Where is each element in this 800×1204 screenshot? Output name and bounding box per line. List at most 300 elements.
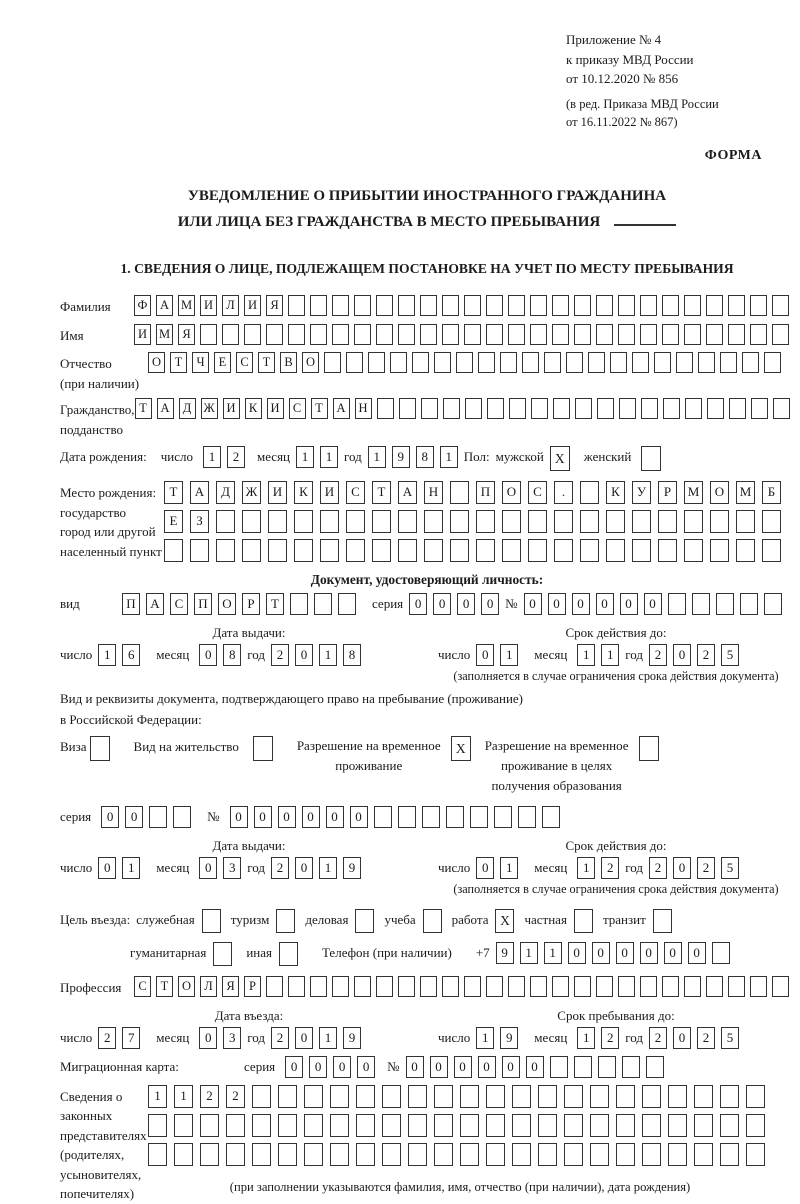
char-cell[interactable] xyxy=(376,295,393,316)
char-cell[interactable] xyxy=(478,352,495,373)
char-cell[interactable] xyxy=(772,324,789,345)
char-cell[interactable]: 1 xyxy=(577,644,595,666)
expiry-day-cells[interactable] xyxy=(476,644,524,666)
char-cell[interactable]: О xyxy=(148,352,165,373)
char-cell[interactable]: 0 xyxy=(457,593,475,615)
char-cell[interactable]: 0 xyxy=(596,593,614,615)
char-cell[interactable] xyxy=(368,352,385,373)
char-cell[interactable] xyxy=(564,1114,583,1137)
char-cell[interactable] xyxy=(434,1085,453,1108)
char-cell[interactable]: П xyxy=(476,481,495,504)
char-cell[interactable]: С xyxy=(346,481,365,504)
char-cell[interactable] xyxy=(346,539,365,562)
char-cell[interactable] xyxy=(443,398,460,419)
char-cell[interactable]: 2 xyxy=(649,644,667,666)
char-cell[interactable]: 0 xyxy=(295,644,313,666)
char-cell[interactable]: Ж xyxy=(201,398,218,419)
char-cell[interactable]: О xyxy=(178,976,195,997)
char-cell[interactable] xyxy=(200,1114,219,1137)
char-cell[interactable] xyxy=(746,1114,765,1137)
char-cell[interactable]: 5 xyxy=(721,1027,739,1049)
char-cell[interactable]: З xyxy=(190,510,209,533)
birth-place-cells-row3[interactable] xyxy=(164,539,788,562)
entry-month-cells[interactable] xyxy=(199,1027,247,1049)
char-cell[interactable]: 0 xyxy=(478,1056,496,1078)
char-cell[interactable] xyxy=(382,1143,401,1166)
char-cell[interactable] xyxy=(226,1114,245,1137)
char-cell[interactable] xyxy=(442,295,459,316)
legal-cells-row1[interactable] xyxy=(148,1085,772,1108)
char-cell[interactable] xyxy=(332,976,349,997)
char-cell[interactable]: Л xyxy=(200,976,217,997)
char-cell[interactable]: И xyxy=(244,295,261,316)
char-cell[interactable]: 0 xyxy=(199,1027,217,1049)
char-cell[interactable] xyxy=(542,806,560,828)
char-cell[interactable]: 0 xyxy=(476,857,494,879)
char-cell[interactable] xyxy=(706,324,723,345)
char-cell[interactable] xyxy=(398,976,415,997)
char-cell[interactable]: 1 xyxy=(476,1027,494,1049)
char-cell[interactable] xyxy=(508,295,525,316)
surname-cells[interactable] xyxy=(134,295,794,316)
char-cell[interactable] xyxy=(420,324,437,345)
char-cell[interactable]: Б xyxy=(762,481,781,504)
char-cell[interactable] xyxy=(354,324,371,345)
char-cell[interactable]: 1 xyxy=(319,644,337,666)
char-cell[interactable] xyxy=(528,539,547,562)
char-cell[interactable] xyxy=(720,1143,739,1166)
char-cell[interactable]: 1 xyxy=(174,1085,193,1108)
char-cell[interactable]: 0 xyxy=(101,806,119,828)
char-cell[interactable] xyxy=(354,976,371,997)
expiry-year-cells[interactable] xyxy=(649,857,745,879)
char-cell[interactable]: 5 xyxy=(721,644,739,666)
char-cell[interactable] xyxy=(304,1085,323,1108)
char-cell[interactable] xyxy=(728,976,745,997)
expiry-year-cells[interactable] xyxy=(649,644,745,666)
char-cell[interactable]: 2 xyxy=(697,1027,715,1049)
expiry-month-cells[interactable] xyxy=(577,857,625,879)
visa-checkbox[interactable] xyxy=(90,736,110,761)
char-cell[interactable] xyxy=(694,1114,713,1137)
char-cell[interactable] xyxy=(632,539,651,562)
char-cell[interactable] xyxy=(408,1143,427,1166)
char-cell[interactable] xyxy=(372,539,391,562)
char-cell[interactable]: Д xyxy=(216,481,235,504)
char-cell[interactable] xyxy=(618,976,635,997)
char-cell[interactable]: Я xyxy=(222,976,239,997)
char-cell[interactable] xyxy=(616,1114,635,1137)
char-cell[interactable]: М xyxy=(178,295,195,316)
purpose-checkbox-study[interactable] xyxy=(423,909,442,933)
char-cell[interactable] xyxy=(641,398,658,419)
char-cell[interactable] xyxy=(434,352,451,373)
char-cell[interactable]: П xyxy=(194,593,212,615)
char-cell[interactable] xyxy=(390,352,407,373)
char-cell[interactable]: О xyxy=(218,593,236,615)
issue-month-cells[interactable] xyxy=(199,857,247,879)
char-cell[interactable] xyxy=(420,295,437,316)
entry-day-cells[interactable] xyxy=(98,1027,146,1049)
expiry-day-cells[interactable] xyxy=(476,857,524,879)
stay-day-cells[interactable] xyxy=(476,1027,524,1049)
char-cell[interactable] xyxy=(346,510,365,533)
char-cell[interactable]: 1 xyxy=(320,446,338,468)
char-cell[interactable] xyxy=(764,593,782,615)
char-cell[interactable]: 2 xyxy=(697,644,715,666)
char-cell[interactable] xyxy=(530,295,547,316)
char-cell[interactable]: Е xyxy=(214,352,231,373)
char-cell[interactable]: 1 xyxy=(203,446,221,468)
char-cell[interactable]: 0 xyxy=(548,593,566,615)
char-cell[interactable]: А xyxy=(190,481,209,504)
char-cell[interactable] xyxy=(190,539,209,562)
char-cell[interactable]: 0 xyxy=(254,806,272,828)
char-cell[interactable] xyxy=(772,295,789,316)
char-cell[interactable] xyxy=(729,398,746,419)
char-cell[interactable]: 2 xyxy=(649,1027,667,1049)
char-cell[interactable] xyxy=(684,539,703,562)
char-cell[interactable]: А xyxy=(157,398,174,419)
char-cell[interactable]: Р xyxy=(244,976,261,997)
char-cell[interactable] xyxy=(658,510,677,533)
char-cell[interactable] xyxy=(508,976,525,997)
char-cell[interactable] xyxy=(398,324,415,345)
male-checkbox[interactable]: X xyxy=(550,446,570,471)
legal-cells-row3[interactable] xyxy=(148,1143,772,1166)
char-cell[interactable]: Т xyxy=(135,398,152,419)
char-cell[interactable] xyxy=(398,806,416,828)
char-cell[interactable] xyxy=(590,1114,609,1137)
char-cell[interactable] xyxy=(646,1056,664,1078)
char-cell[interactable] xyxy=(764,352,781,373)
char-cell[interactable] xyxy=(434,1114,453,1137)
migration-number-cells[interactable] xyxy=(406,1056,670,1078)
char-cell[interactable] xyxy=(420,976,437,997)
char-cell[interactable] xyxy=(464,295,481,316)
char-cell[interactable] xyxy=(707,398,724,419)
char-cell[interactable] xyxy=(706,976,723,997)
char-cell[interactable] xyxy=(242,539,261,562)
char-cell[interactable] xyxy=(412,352,429,373)
birth-place-cells-row2[interactable] xyxy=(164,510,788,533)
char-cell[interactable] xyxy=(596,295,613,316)
char-cell[interactable]: Т xyxy=(156,976,173,997)
char-cell[interactable] xyxy=(668,1143,687,1166)
residence-number-cells[interactable] xyxy=(230,806,566,828)
char-cell[interactable]: Ч xyxy=(192,352,209,373)
char-cell[interactable] xyxy=(710,539,729,562)
char-cell[interactable] xyxy=(434,1143,453,1166)
edu-permit-checkbox[interactable] xyxy=(639,736,659,761)
char-cell[interactable] xyxy=(692,593,710,615)
char-cell[interactable]: 0 xyxy=(357,1056,375,1078)
char-cell[interactable] xyxy=(500,352,517,373)
char-cell[interactable]: 0 xyxy=(664,942,682,964)
char-cell[interactable]: С xyxy=(236,352,253,373)
char-cell[interactable]: 2 xyxy=(271,1027,289,1049)
char-cell[interactable]: 8 xyxy=(223,644,241,666)
char-cell[interactable] xyxy=(668,1085,687,1108)
char-cell[interactable] xyxy=(668,593,686,615)
char-cell[interactable]: 0 xyxy=(568,942,586,964)
char-cell[interactable]: 0 xyxy=(524,593,542,615)
char-cell[interactable]: . xyxy=(554,481,573,504)
char-cell[interactable]: М xyxy=(156,324,173,345)
char-cell[interactable] xyxy=(356,1085,375,1108)
char-cell[interactable]: С xyxy=(170,593,188,615)
char-cell[interactable] xyxy=(598,1056,616,1078)
char-cell[interactable] xyxy=(486,295,503,316)
char-cell[interactable] xyxy=(632,352,649,373)
char-cell[interactable] xyxy=(662,976,679,997)
char-cell[interactable] xyxy=(382,1114,401,1137)
char-cell[interactable] xyxy=(332,295,349,316)
char-cell[interactable]: 0 xyxy=(616,942,634,964)
char-cell[interactable]: 1 xyxy=(577,1027,595,1049)
char-cell[interactable]: 0 xyxy=(295,1027,313,1049)
char-cell[interactable] xyxy=(288,324,305,345)
char-cell[interactable] xyxy=(530,324,547,345)
char-cell[interactable] xyxy=(460,1085,479,1108)
char-cell[interactable] xyxy=(642,1143,661,1166)
char-cell[interactable] xyxy=(382,1085,401,1108)
char-cell[interactable] xyxy=(278,1143,297,1166)
char-cell[interactable] xyxy=(486,976,503,997)
char-cell[interactable] xyxy=(654,352,671,373)
char-cell[interactable]: Р xyxy=(242,593,260,615)
stay-year-cells[interactable] xyxy=(649,1027,745,1049)
char-cell[interactable]: И xyxy=(134,324,151,345)
char-cell[interactable] xyxy=(538,1114,557,1137)
char-cell[interactable]: 0 xyxy=(350,806,368,828)
char-cell[interactable] xyxy=(294,510,313,533)
char-cell[interactable]: И xyxy=(320,481,339,504)
char-cell[interactable] xyxy=(618,295,635,316)
char-cell[interactable] xyxy=(346,352,363,373)
expiry-month-cells[interactable] xyxy=(577,644,625,666)
purpose-checkbox-commercial[interactable] xyxy=(355,909,374,933)
char-cell[interactable] xyxy=(740,593,758,615)
char-cell[interactable] xyxy=(465,398,482,419)
char-cell[interactable]: 2 xyxy=(697,857,715,879)
char-cell[interactable]: 2 xyxy=(601,1027,619,1049)
char-cell[interactable] xyxy=(464,324,481,345)
char-cell[interactable]: 6 xyxy=(122,644,140,666)
given-name-cells[interactable] xyxy=(134,324,794,345)
char-cell[interactable] xyxy=(424,510,443,533)
purpose-checkbox-business[interactable] xyxy=(202,909,221,933)
char-cell[interactable] xyxy=(728,324,745,345)
char-cell[interactable] xyxy=(530,976,547,997)
char-cell[interactable] xyxy=(487,398,504,419)
char-cell[interactable]: С xyxy=(528,481,547,504)
char-cell[interactable]: 0 xyxy=(302,806,320,828)
char-cell[interactable] xyxy=(446,806,464,828)
char-cell[interactable] xyxy=(304,1143,323,1166)
char-cell[interactable]: 1 xyxy=(122,857,140,879)
char-cell[interactable]: 0 xyxy=(333,1056,351,1078)
char-cell[interactable] xyxy=(720,1085,739,1108)
char-cell[interactable]: 0 xyxy=(125,806,143,828)
char-cell[interactable]: 0 xyxy=(644,593,662,615)
char-cell[interactable]: 0 xyxy=(620,593,638,615)
char-cell[interactable] xyxy=(658,539,677,562)
char-cell[interactable]: Т xyxy=(311,398,328,419)
char-cell[interactable]: 8 xyxy=(343,644,361,666)
char-cell[interactable]: 9 xyxy=(343,1027,361,1049)
char-cell[interactable] xyxy=(574,1056,592,1078)
char-cell[interactable] xyxy=(642,1114,661,1137)
birth-month-cells[interactable] xyxy=(296,446,344,468)
char-cell[interactable] xyxy=(252,1085,271,1108)
char-cell[interactable]: М xyxy=(684,481,703,504)
char-cell[interactable]: В xyxy=(280,352,297,373)
char-cell[interactable] xyxy=(399,398,416,419)
char-cell[interactable] xyxy=(354,295,371,316)
char-cell[interactable] xyxy=(200,1143,219,1166)
char-cell[interactable]: 0 xyxy=(572,593,590,615)
char-cell[interactable] xyxy=(574,324,591,345)
issue-day-cells[interactable] xyxy=(98,857,146,879)
char-cell[interactable]: И xyxy=(223,398,240,419)
char-cell[interactable] xyxy=(200,324,217,345)
char-cell[interactable] xyxy=(148,1143,167,1166)
char-cell[interactable]: Р xyxy=(658,481,677,504)
char-cell[interactable]: 9 xyxy=(343,857,361,879)
char-cell[interactable]: 1 xyxy=(319,857,337,879)
char-cell[interactable]: 1 xyxy=(601,644,619,666)
char-cell[interactable] xyxy=(736,539,755,562)
char-cell[interactable] xyxy=(716,593,734,615)
char-cell[interactable] xyxy=(590,1143,609,1166)
char-cell[interactable] xyxy=(720,1114,739,1137)
char-cell[interactable] xyxy=(508,324,525,345)
female-checkbox[interactable] xyxy=(641,446,661,471)
residence-permit-checkbox[interactable] xyxy=(253,736,273,761)
char-cell[interactable] xyxy=(590,1085,609,1108)
char-cell[interactable] xyxy=(712,942,730,964)
purpose-checkbox-work[interactable]: X xyxy=(495,909,514,933)
char-cell[interactable] xyxy=(450,481,469,504)
char-cell[interactable] xyxy=(772,976,789,997)
issue-year-cells[interactable] xyxy=(271,857,367,879)
char-cell[interactable] xyxy=(596,324,613,345)
char-cell[interactable] xyxy=(552,295,569,316)
char-cell[interactable] xyxy=(442,324,459,345)
char-cell[interactable] xyxy=(528,510,547,533)
char-cell[interactable] xyxy=(149,806,167,828)
char-cell[interactable]: 8 xyxy=(416,446,434,468)
issue-month-cells[interactable] xyxy=(199,644,247,666)
char-cell[interactable]: 0 xyxy=(278,806,296,828)
char-cell[interactable]: И xyxy=(268,481,287,504)
char-cell[interactable]: Т xyxy=(164,481,183,504)
char-cell[interactable] xyxy=(314,593,332,615)
purpose-checkbox-other[interactable] xyxy=(279,942,298,966)
char-cell[interactable]: 1 xyxy=(500,644,518,666)
char-cell[interactable]: Т xyxy=(170,352,187,373)
char-cell[interactable] xyxy=(746,1143,765,1166)
char-cell[interactable] xyxy=(736,510,755,533)
char-cell[interactable] xyxy=(642,1085,661,1108)
char-cell[interactable] xyxy=(773,398,790,419)
char-cell[interactable]: И xyxy=(200,295,217,316)
issue-year-cells[interactable] xyxy=(271,644,367,666)
char-cell[interactable]: У xyxy=(632,481,651,504)
char-cell[interactable] xyxy=(330,1114,349,1137)
char-cell[interactable]: 0 xyxy=(454,1056,472,1078)
patronymic-cells[interactable] xyxy=(148,352,786,373)
char-cell[interactable] xyxy=(746,1085,765,1108)
char-cell[interactable] xyxy=(574,976,591,997)
char-cell[interactable]: Н xyxy=(424,481,443,504)
char-cell[interactable] xyxy=(494,806,512,828)
char-cell[interactable] xyxy=(266,976,283,997)
char-cell[interactable] xyxy=(606,510,625,533)
char-cell[interactable]: Я xyxy=(178,324,195,345)
char-cell[interactable] xyxy=(338,593,356,615)
char-cell[interactable] xyxy=(550,1056,568,1078)
char-cell[interactable]: 0 xyxy=(433,593,451,615)
char-cell[interactable]: 1 xyxy=(544,942,562,964)
char-cell[interactable] xyxy=(288,976,305,997)
char-cell[interactable]: Ф xyxy=(134,295,151,316)
char-cell[interactable]: 2 xyxy=(649,857,667,879)
char-cell[interactable] xyxy=(376,324,393,345)
char-cell[interactable] xyxy=(290,593,308,615)
char-cell[interactable]: Т xyxy=(372,481,391,504)
purpose-checkbox-humanitarian[interactable] xyxy=(213,942,232,966)
birth-year-cells[interactable] xyxy=(368,446,464,468)
char-cell[interactable]: 2 xyxy=(227,446,245,468)
char-cell[interactable]: 0 xyxy=(673,644,691,666)
char-cell[interactable]: 1 xyxy=(500,857,518,879)
char-cell[interactable] xyxy=(580,510,599,533)
char-cell[interactable] xyxy=(242,510,261,533)
char-cell[interactable] xyxy=(512,1143,531,1166)
profession-cells[interactable] xyxy=(134,976,794,997)
purpose-checkbox-transit[interactable] xyxy=(653,909,672,933)
char-cell[interactable]: 0 xyxy=(98,857,116,879)
char-cell[interactable]: 1 xyxy=(368,446,386,468)
char-cell[interactable] xyxy=(456,352,473,373)
char-cell[interactable] xyxy=(588,352,605,373)
char-cell[interactable] xyxy=(662,324,679,345)
char-cell[interactable] xyxy=(320,539,339,562)
char-cell[interactable]: 1 xyxy=(577,857,595,879)
char-cell[interactable] xyxy=(174,1143,193,1166)
char-cell[interactable] xyxy=(640,976,657,997)
char-cell[interactable] xyxy=(616,1085,635,1108)
char-cell[interactable]: 0 xyxy=(309,1056,327,1078)
char-cell[interactable] xyxy=(640,324,657,345)
char-cell[interactable] xyxy=(750,976,767,997)
char-cell[interactable] xyxy=(684,510,703,533)
doc-kind-cells[interactable] xyxy=(122,593,362,615)
char-cell[interactable]: 0 xyxy=(199,644,217,666)
char-cell[interactable] xyxy=(288,295,305,316)
char-cell[interactable] xyxy=(310,295,327,316)
char-cell[interactable]: 0 xyxy=(592,942,610,964)
char-cell[interactable] xyxy=(486,1114,505,1137)
char-cell[interactable] xyxy=(148,1114,167,1137)
char-cell[interactable] xyxy=(460,1143,479,1166)
char-cell[interactable] xyxy=(398,539,417,562)
char-cell[interactable] xyxy=(762,510,781,533)
phone-cells[interactable] xyxy=(496,942,736,964)
char-cell[interactable] xyxy=(751,398,768,419)
